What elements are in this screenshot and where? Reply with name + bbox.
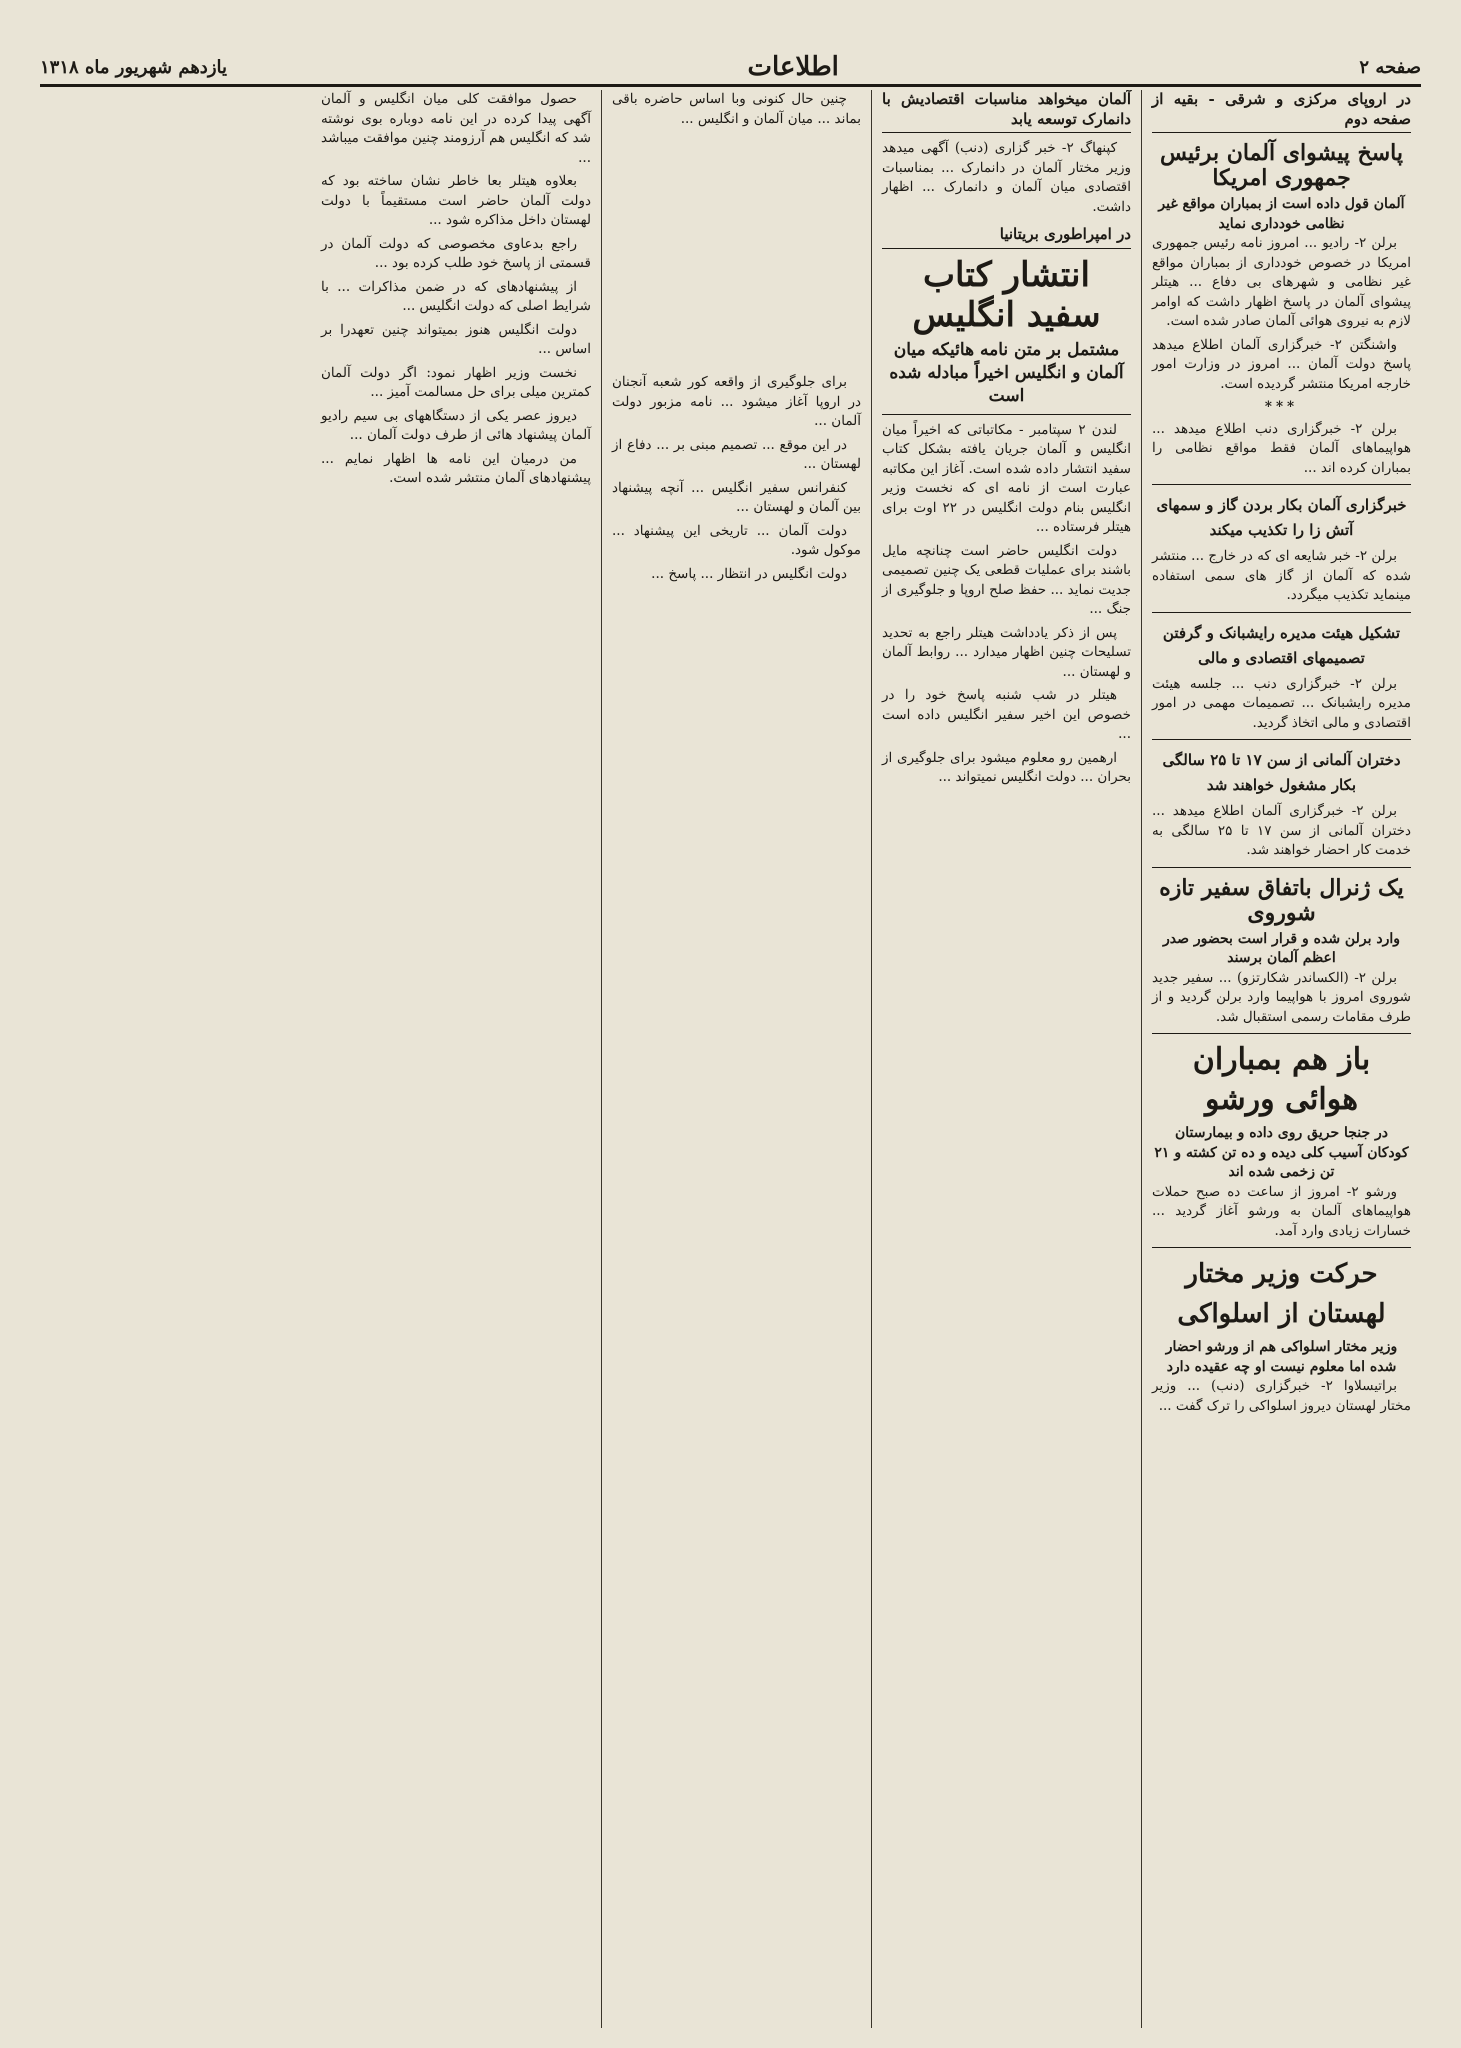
article-body: راجع بدعاوی مخصوصی که دولت آلمان در قسمتی از پاسخ خود طلب کرده بود ... (321, 235, 591, 271)
article-body: برلن ۲- خبرگزاری آلمان اطلاع میدهد ... دختران آلمانی از سن ۱۷ تا ۲۵ سالگی به خدمت کار احضار خواهند شد. (1152, 803, 1412, 858)
headline-reichsbank: تشکیل هیئت مدیره رایشبانک و گرفتن تصمیمهای اقتصادی و مالی (1162, 623, 1401, 667)
deck-white-book: مشتمل بر متن نامه هائیکه میان آلمان و انگلیس اخیراً مبادله شده است (889, 339, 1124, 406)
column-third (601, 90, 871, 2028)
article-body: براتیسلاوا ۲- خبرگزاری (دنب) ... وزیر مختار لهستان دیروز اسلواکی را ترک گفت ... (1152, 1378, 1411, 1414)
article-body: هیتلر در شب شنبه پاسخ خود را در خصوص این اخیر سفیر انگلیس داده است ... (882, 687, 1131, 742)
article-body: پس از ذکر یادداشت هیتلر راجع به تحدید تسلیحات چنین اظهار میدارد ... روابط آلمان و لهستان ... (882, 624, 1131, 680)
newspaper-title: اطلاعات (747, 52, 839, 82)
article-body: حصول موافقت کلی میان انگلیس و آلمان آگهی پیدا کرده در این نامه دوباره بوی نوشته شد که انگلیس هم آرزومند چنین موافقت میباشد ... (321, 91, 591, 166)
section-kicker: در اروپای مرکزی و شرقی - بقیه از صفحه دوم (1152, 90, 1411, 133)
divider (1152, 867, 1411, 868)
article-body: در این موقع ... تصمیم مبنی بر ... دفاع از لهستان ... (612, 436, 861, 472)
column-second (871, 90, 1141, 2028)
article-body: برلن ۲- (الکساندر شکارتزو) ... سفیر جدید شوروی امروز با هواپیما وارد برلن گردید و از طرف مقامات رسمی استقبال شد. (1152, 969, 1411, 1025)
article-body: برلن ۲- خبرگزاری دنب ... جلسه هیئت مدیره رایشبانک ... تصمیمات مهمی در امور اقتصادی و مالی اتخاذ گردید. (1152, 675, 1411, 731)
article-body: از پیشنهادهای که در ضمن مذاکرات ... با شرایط اصلی که دولت انگلیس ... (321, 278, 591, 314)
article-body: دولت انگلیس در انتظار ... پاسخ ... (651, 565, 847, 582)
article-body: دولت آلمان ... تاریخی این پیشنهاد ... موکول شود. (612, 522, 861, 558)
article-columns (40, 90, 1421, 2028)
article-body: نخست وزیر اظهار نمود: اگر دولت آلمان کمترین میلی برای حل مسالمت آمیز ... (321, 364, 591, 400)
article-body: لندن ۲ سپتامبر - مکاتباتی که اخیراً میان انگلیس و آلمان جریان یافته بشکل کتاب سفید انتشار داده شده است. آغاز این مکاتبه عبارت است از نامه ای که نخست وزیر انگلیس بنام دولت انگلیس در ۲۲ اوت برای هیتلر فرستاده ... (882, 421, 1131, 535)
separator-stars: *** (1264, 399, 1299, 415)
article-body: واشنگتن ۲- خبرگزاری آلمان اطلاع میدهد پاسخ دولت آلمان ... امروز در وزارت امور خارجه امریکا منتشر گردیده است. (1152, 336, 1411, 392)
deck-soviet-ambassador: وارد برلن شده و قرار است بحضور صدر اعظم آلمان برسند (1163, 930, 1400, 966)
article-body: ورشو ۲- امروز از ساعت ده صبح حملات هواپیماهای آلمان به ورشو آغاز گردید ... خسارات زیادی وارد آمد. (1152, 1183, 1411, 1239)
headline-german-girls: دختران آلمانی از سن ۱۷ تا ۲۵ سالگی بکار مشغول خواهند شد (1162, 751, 1401, 794)
divider (1152, 612, 1411, 613)
page-number: صفحه ۲ (1359, 56, 1421, 78)
column-right (1141, 90, 1421, 2028)
headline-soviet-ambassador: یک ژنرال باتفاق سفیر تازه شوروی (1159, 874, 1404, 926)
divider (1152, 1033, 1411, 1034)
article-body: برلن ۲- رادیو ... امروز نامه رئیس جمهوری امریکا در خصوص خودداری از بمباران مواقع غیر نظامی و شهرهای بی دفاع ... هیتلر پیشوای آلمان در پاسخ اظهار داشت که اوامر لازم به نیروی هوائی آلمان صادر شده است. (1152, 235, 1411, 329)
article-body: من درمیان این نامه ها اظهار نمایم ... پیشنهادهای آلمان منتشر شده است. (321, 450, 591, 486)
masthead (40, 50, 1421, 87)
deck-warsaw-bombing: در جنجا حریق روی داده و بیمارستان کودکان آسیب کلی دیده و ده تن کشته و ۲۱ تن زخمی شده اند (1154, 1125, 1409, 1180)
headline-hitler-reply: پاسخ پیشوای آلمان برئیس جمهوری امریکا (1160, 140, 1403, 191)
headline-polish-minister: حرکت وزیر مختار لهستان از اسلواکی (1177, 1259, 1386, 1329)
headline-spacer (612, 133, 861, 373)
article-body: کپنهاگ ۲- خبر گزاری (دنب) آگهی میدهد وزیر مختار آلمان در دانمارک ... بمناسبات اقتصادی میان آلمان و دانمارک ... اظهار داشت. (882, 140, 1131, 215)
article-body: دیروز عصر یکی از دستگاههای بی سیم رادیو آلمان پیشنهاد هائی از طرف دولت آلمان ... (321, 407, 591, 443)
article-body: دولت انگلیس هنوز بمیتواند چنین تعهدرا بر اساس ... (321, 321, 591, 357)
article-body: ارهمین رو معلوم میشود برای جلوگیری از بحران ... دولت انگلیس نمیتواند ... (882, 749, 1131, 785)
divider (1152, 484, 1411, 485)
column-left (311, 90, 601, 2028)
article-body: برلن ۲- خبرگزاری دنب اطلاع میدهد ... هواپیماهای آلمان فقط مواقع نظامی را بمباران کرده اند ... (1152, 420, 1411, 476)
article-body: برای جلوگیری از واقعه کور شعبه آنجنان در اروپا آغاز میشود ... نامه مزبور دولت آلمان ... (612, 374, 861, 429)
deck-polish-minister: وزیر مختار اسلواکی هم از ورشو احضار شده اما معلوم نیست او چه عقیده دارد (1165, 1339, 1398, 1375)
article-body: چنین حال کنونی وبا اساس حاضره باقی بماند ... میان آلمان و انگلیس ... (612, 91, 861, 127)
article-body: دولت انگلیس حاضر است چنانچه مایل باشند برای عملیات قطعی یک چنین تصمیمی جدیت نماید ... حفظ صلح اروپا و جلوگیری از جنگ ... (882, 542, 1131, 617)
article-body: برلن ۲- خبر شایعه ای که در خارج ... منتشر شده که آلمان از گاز های سمی استفاده مینماید تکذیب میگردد. (1152, 548, 1411, 603)
headline-warsaw-bombing: باز هم بمباران هوائی ورشو (1192, 1042, 1371, 1117)
issue-date: یازدهم شهریور ماه ۱۳۱۸ (40, 56, 228, 78)
article-body: بعلاوه هیتلر بعا خاطر نشان ساخته بود که دولت آلمان حاضر است مستقیماً با دولت لهستان داخل مذاکره شود ... (321, 173, 591, 228)
article-body: کنفرانس سفیر انگلیس ... آنچه پیشنهاد بین آلمان و لهستان ... (612, 479, 861, 515)
headline-gas-denial: خبرگزاری آلمان بکار بردن گاز و سمهای آتش زا را تکذیب میکند (1156, 496, 1407, 539)
section-kicker: آلمان میخواهد مناسبات اقتصادیش با دانمارک توسعه یابد (882, 90, 1131, 133)
headline-white-book: انتشار کتاب سفید انگلیس (912, 254, 1101, 335)
section-kicker: در امپراطوری بریتانیا (882, 225, 1131, 249)
divider (1152, 739, 1411, 740)
deck-hitler-reply: آلمان قول داده است از بمباران مواقع غیر نظامی خودداری نماید (1158, 196, 1405, 232)
divider (1152, 1247, 1411, 1248)
divider (882, 414, 1131, 415)
